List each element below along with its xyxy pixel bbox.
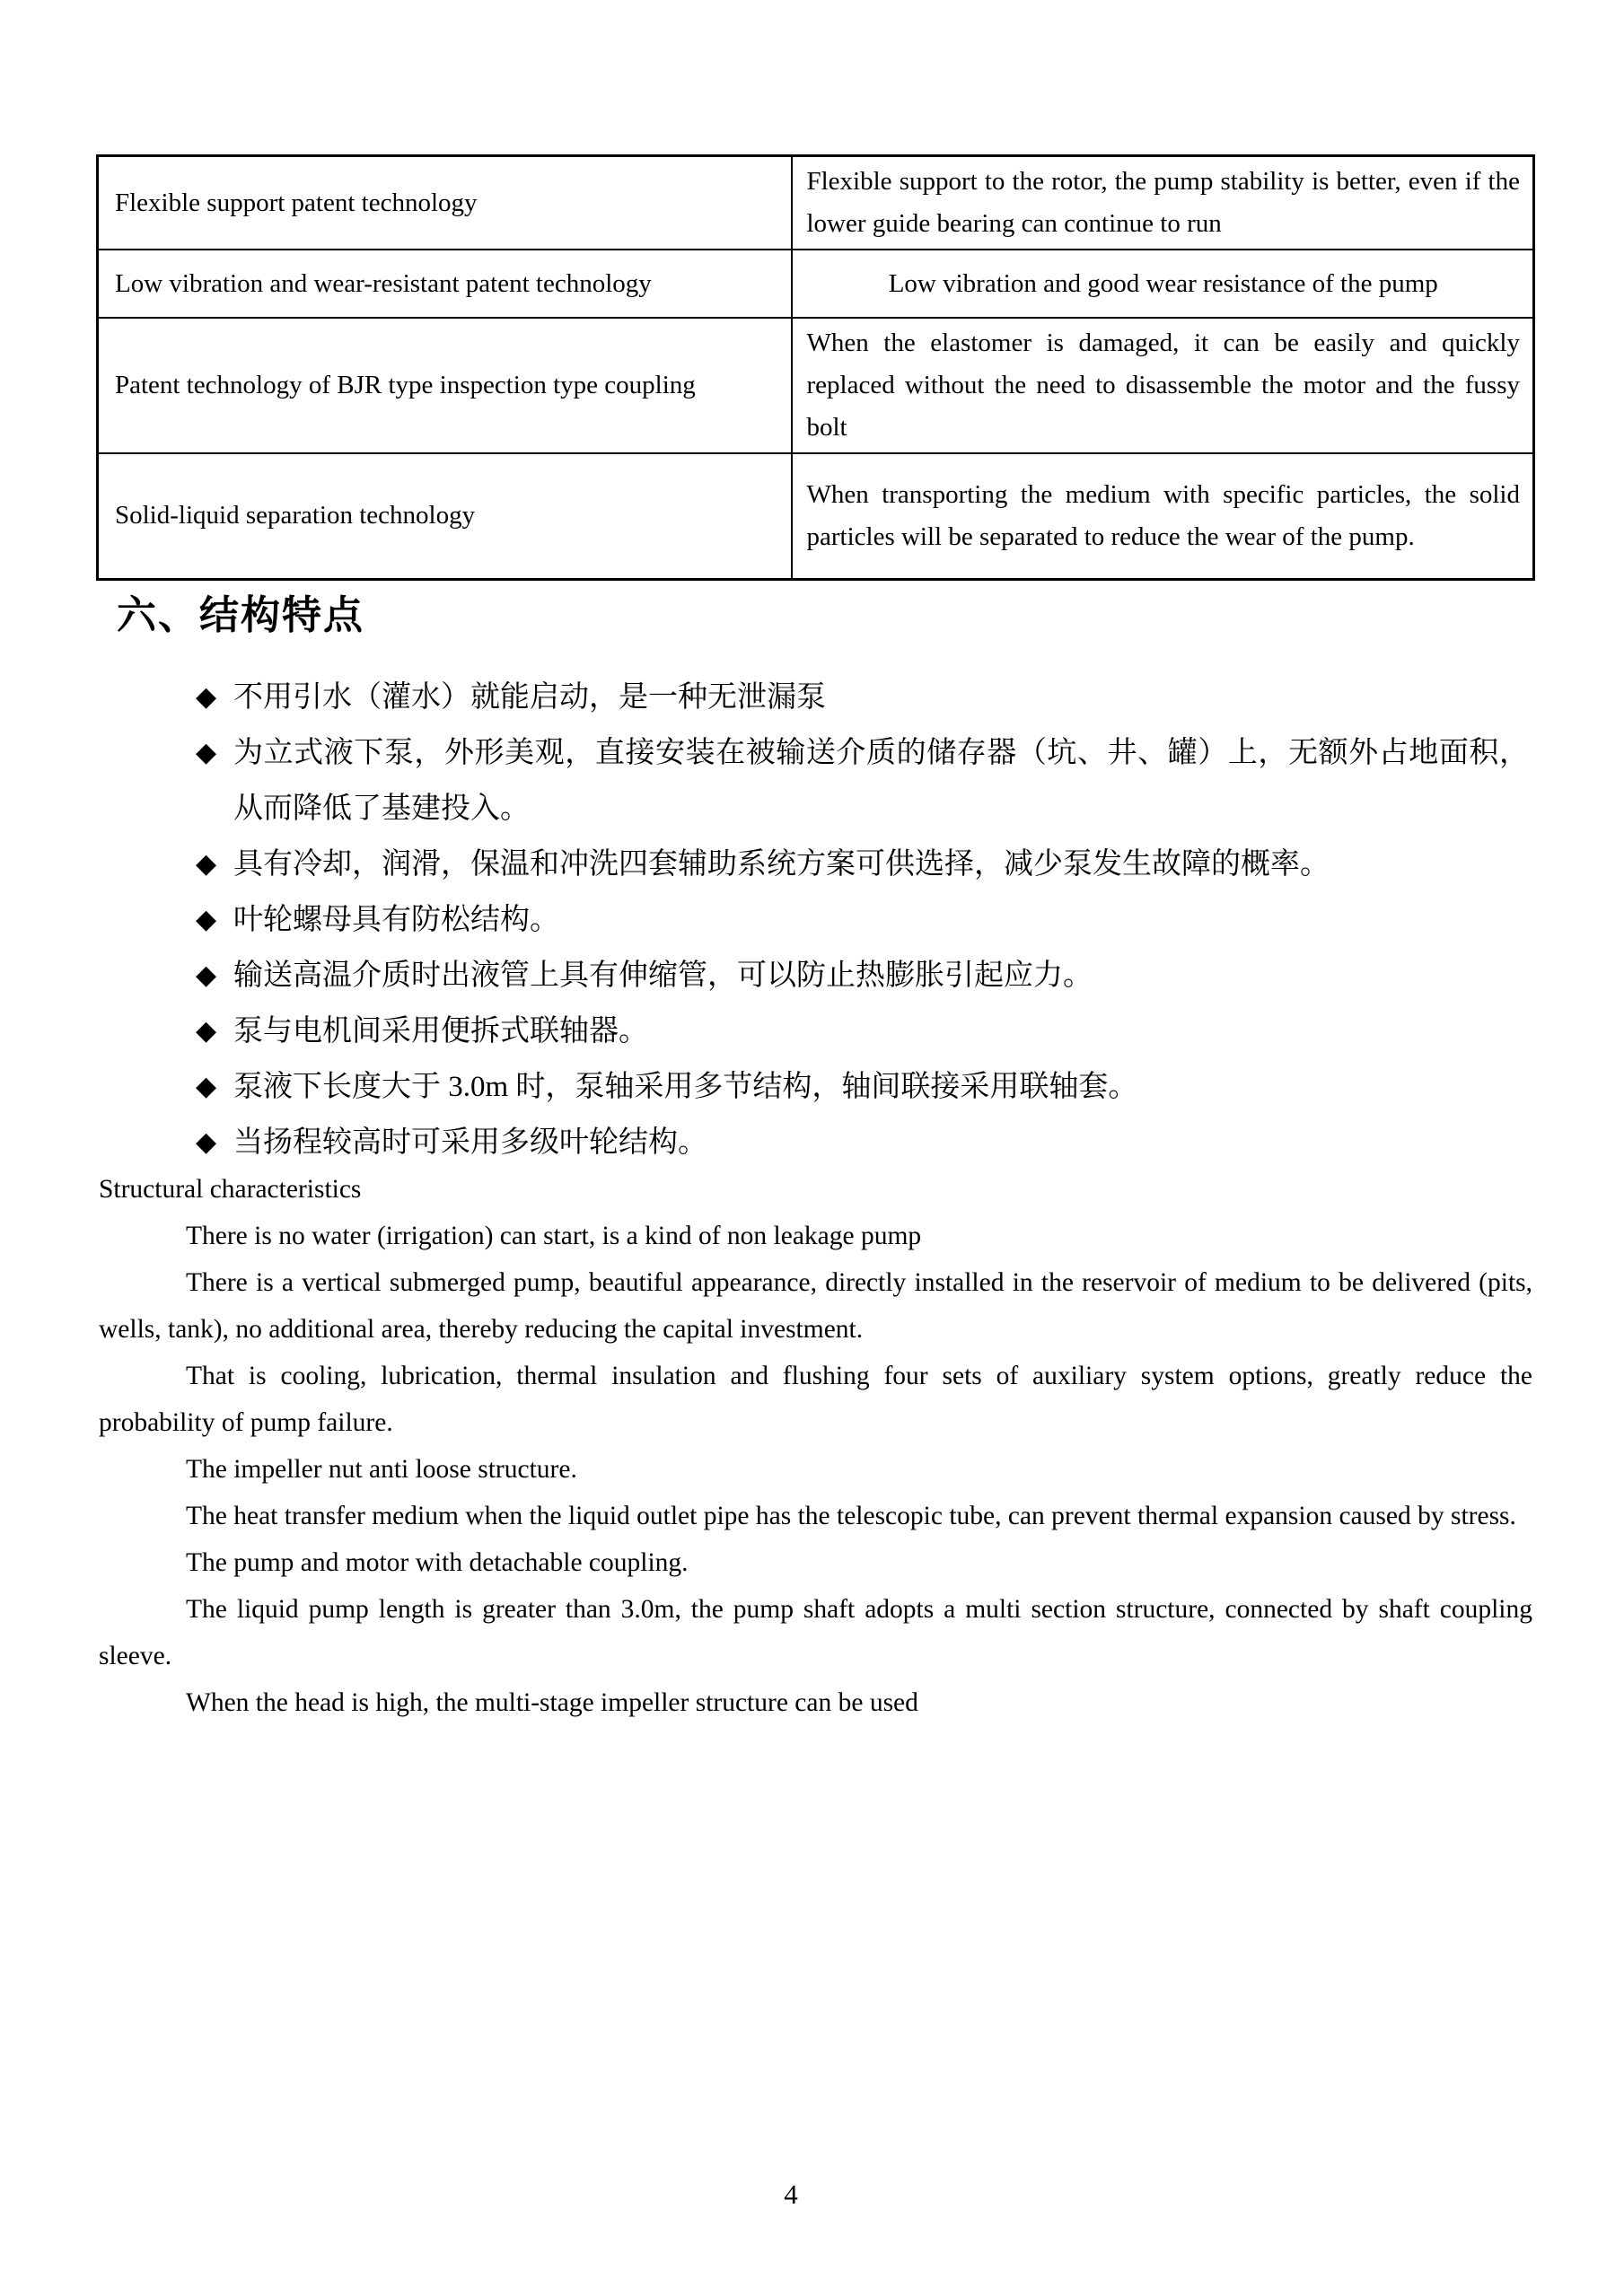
technology-name-cell: Flexible support patent technology	[98, 156, 792, 250]
bullet-text: 为立式液下泵，外形美观，直接安装在被输送介质的储存器（坑、井、罐）上，无额外占地面积，从而降低了基建投入。	[233, 737, 1529, 825]
english-paragraph: There is no water (irrigation) can start, is a kind of non leakage pump	[186, 1222, 922, 1250]
bullet-text: 泵液下长度大于 3.0m 时，泵轴采用多节结构，轴间联接采用联轴套。	[233, 1071, 1138, 1103]
diamond-bullet-icon: ◆	[196, 849, 217, 879]
english-paragraph: The impeller nut anti loose structure.	[186, 1455, 577, 1484]
english-paragraph: The liquid pump length is greater than 3.0m, the pump shaft adopts a multi section structure, connected by shaft coupling sleeve.	[99, 1595, 1532, 1670]
bullet-text: 叶轮螺母具有防松结构。	[233, 904, 559, 936]
diamond-bullet-icon: ◆	[196, 905, 217, 934]
english-paragraph: When the head is high, the multi-stage impeller structure can be used	[186, 1688, 918, 1717]
table-row	[98, 156, 1534, 250]
diamond-bullet-icon: ◆	[196, 960, 217, 990]
bullet-item	[196, 1115, 1529, 1170]
technology-description-cell: Low vibration and good wear resistance of the pump	[792, 250, 1534, 318]
technology-description-cell: When the elastomer is damaged, it can be easily and quickly replaced without the need to disassemble the motor and the fussy bolt	[792, 318, 1534, 453]
english-paragraph: The pump and motor with detachable coupling.	[186, 1548, 689, 1577]
bullet-item	[196, 1059, 1529, 1115]
bullet-text: 不用引水（灌水）就能启动，是一种无泄漏泵	[233, 681, 826, 714]
diamond-bullet-icon: ◆	[196, 1072, 217, 1101]
bullet-text: 具有冷却，润滑，保温和冲洗四套辅助系统方案可供选择，减少泵发生故障的概率。	[233, 848, 1330, 881]
english-block	[99, 1166, 1532, 1726]
technology-name-cell: Patent technology of BJR type inspection type coupling	[98, 318, 792, 453]
bullet-text: 泵与电机间采用便拆式联轴器。	[233, 1015, 648, 1047]
diamond-bullet-icon: ◆	[196, 738, 217, 767]
table-row	[98, 318, 1534, 453]
table-row	[98, 250, 1534, 318]
page-number: 4	[784, 2178, 798, 2210]
patent-technology-table	[96, 154, 1535, 581]
english-paragraph: The heat transfer medium when the liquid outlet pipe has the telescopic tube, can prevent thermal expansion caused by stress.	[186, 1502, 1516, 1530]
bullet-text: 当扬程较高时可采用多级叶轮结构。	[233, 1126, 707, 1159]
bullet-item	[196, 670, 1529, 725]
section-heading: 六、结构特点	[117, 593, 364, 637]
technology-name-cell: Low vibration and wear-resistant patent technology	[98, 250, 792, 318]
table-row	[98, 453, 1534, 579]
diamond-bullet-icon: ◆	[196, 1127, 217, 1157]
technology-description-cell: Flexible support to the rotor, the pump stability is better, even if the lower guide bearing can continue to run	[792, 156, 1534, 250]
diamond-bullet-icon: ◆	[196, 682, 217, 712]
technology-name-cell: Solid-liquid separation technology	[98, 453, 792, 579]
english-heading: Structural characteristics	[99, 1175, 362, 1204]
diamond-bullet-icon: ◆	[196, 1016, 217, 1046]
bullet-item	[196, 892, 1529, 948]
bullet-item	[196, 725, 1529, 837]
bullet-item	[196, 837, 1529, 892]
bullet-item	[196, 948, 1529, 1003]
english-paragraph: There is a vertical submerged pump, beautiful appearance, directly installed in the reservoir of medium to be delivered (pits, wells, tank), no additional area, thereby reducing the capital investment.	[99, 1268, 1532, 1344]
bullet-list	[196, 670, 1529, 1170]
english-paragraphs	[99, 1213, 1532, 1726]
table-body	[98, 156, 1534, 580]
bullet-item	[196, 1003, 1529, 1059]
bullet-text: 输送高温介质时出液管上具有伸缩管，可以防止热膨胀引起应力。	[233, 960, 1093, 992]
technology-description-cell: When transporting the medium with specific particles, the solid particles will be separated to reduce the wear of the pump.	[792, 453, 1534, 579]
english-paragraph: That is cooling, lubrication, thermal insulation and flushing four sets of auxiliary system options, greatly reduce the probability of pump failure.	[99, 1362, 1532, 1437]
